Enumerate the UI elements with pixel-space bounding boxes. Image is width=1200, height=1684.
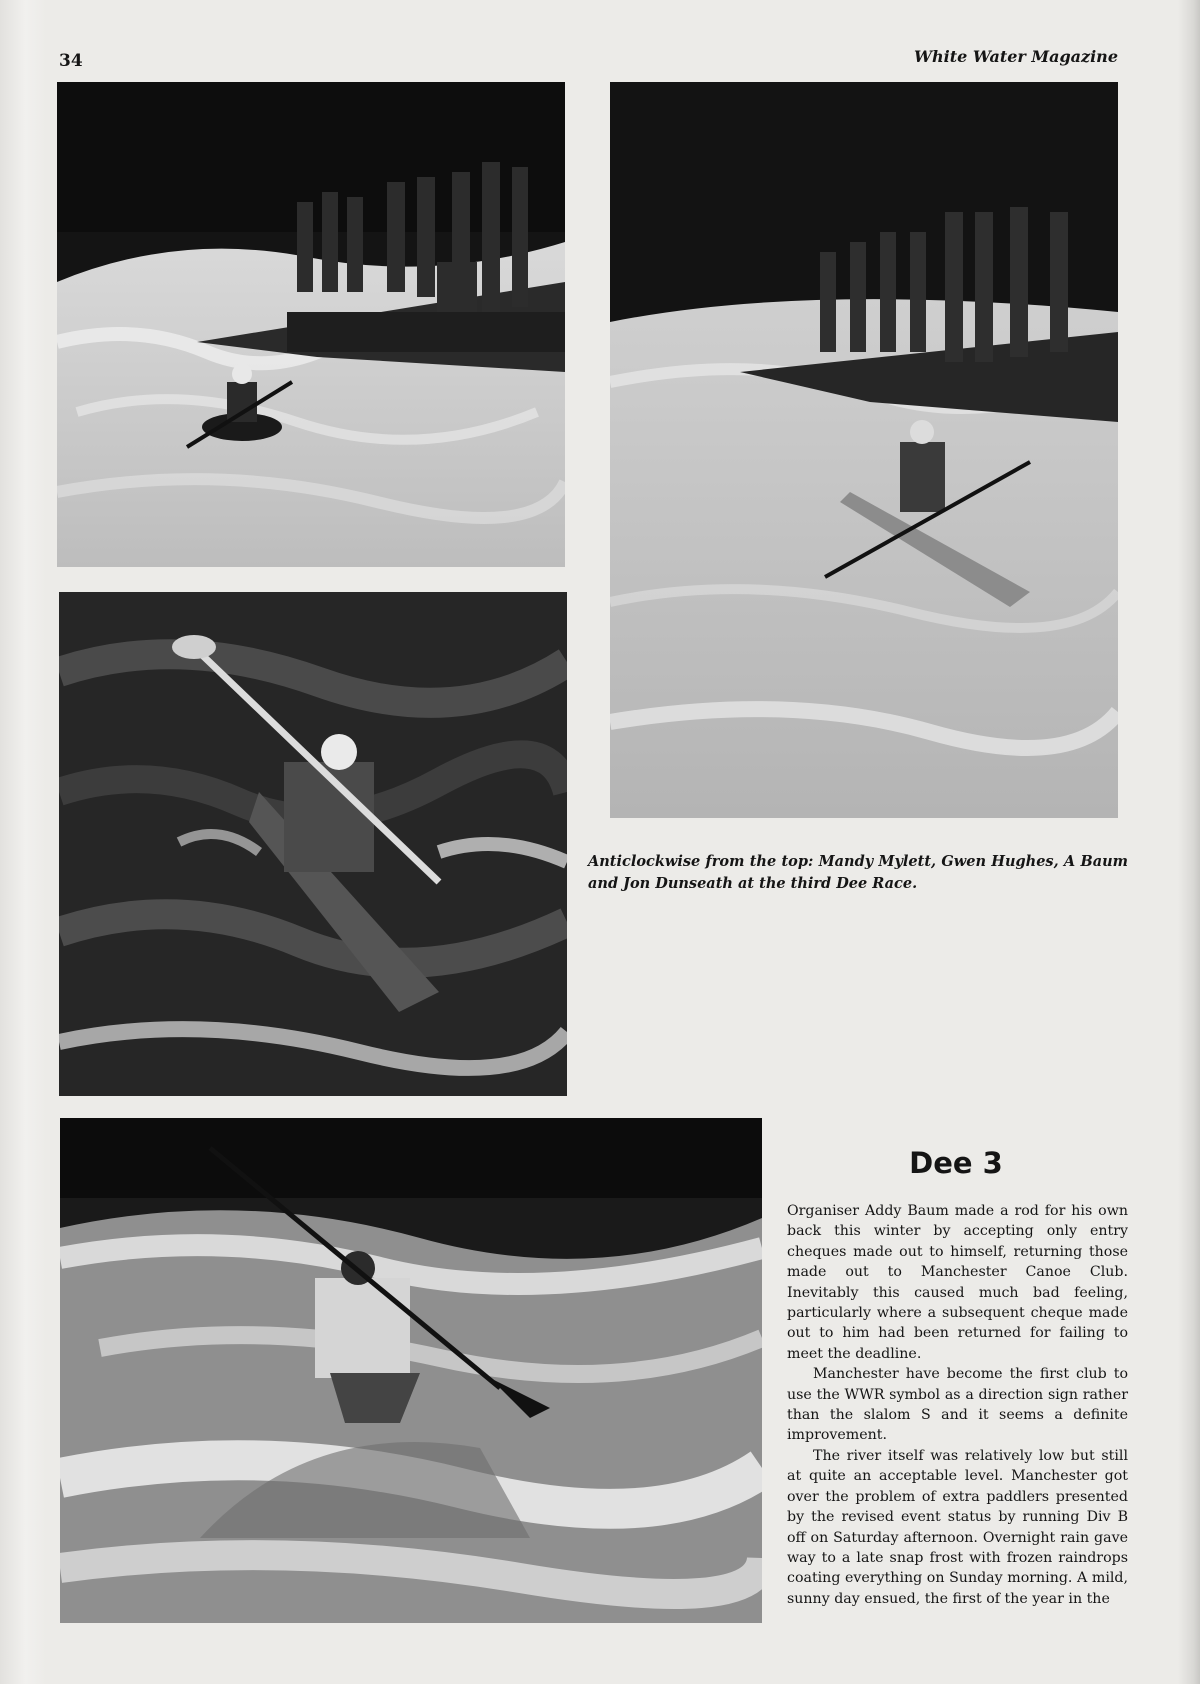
page-number: 34 — [59, 51, 83, 71]
article-paragraph: Manchester have become the first club to use the WWR symbol as a direction sign rather than the slalom S and it seems a definite improvement. — [787, 1366, 1128, 1444]
page-edge-right — [1178, 0, 1200, 1684]
photo-bottom-left — [60, 1118, 762, 1623]
photo-caption: Anticlockwise from the top: Mandy Mylett, Gwen Hughes, A Baum and Jon Dunseath at the third Dee Race. — [588, 853, 1128, 892]
kayaker-photo-icon — [610, 82, 1118, 818]
article-headline: Dee 3 — [909, 1146, 1003, 1180]
article-body — [787, 1201, 1128, 1609]
article-paragraph: Organiser Addy Baum made a rod for his own back this winter by accepting only entry cheques made out to himself, returning those made out to Manchester Canoe Club. Inevitably this caused much bad feeling, particularly where a subsequent cheque made out to him had been returned for failing to meet the deadline. — [787, 1203, 1128, 1362]
photo-top-left — [57, 82, 565, 567]
kayaker-photo-icon — [60, 1118, 762, 1623]
photo-middle-left — [59, 592, 567, 1096]
kayaker-photo-icon — [57, 82, 565, 567]
kayaker-photo-icon — [59, 592, 567, 1096]
running-head: White Water Magazine — [914, 47, 1118, 66]
article-paragraph: The river itself was relatively low but still at quite an acceptable level. Manchester got over the problem of extra paddlers presented by the revised event status by running Div B off on Saturday afternoon. Overnight rain gave way to a late snap frost with frozen raindrops coating everything on Sunday morning. A mild, sunny day ensued, the first of the year in the — [787, 1447, 1128, 1607]
photo-top-right — [610, 82, 1118, 818]
page-edge-left — [0, 0, 46, 1684]
